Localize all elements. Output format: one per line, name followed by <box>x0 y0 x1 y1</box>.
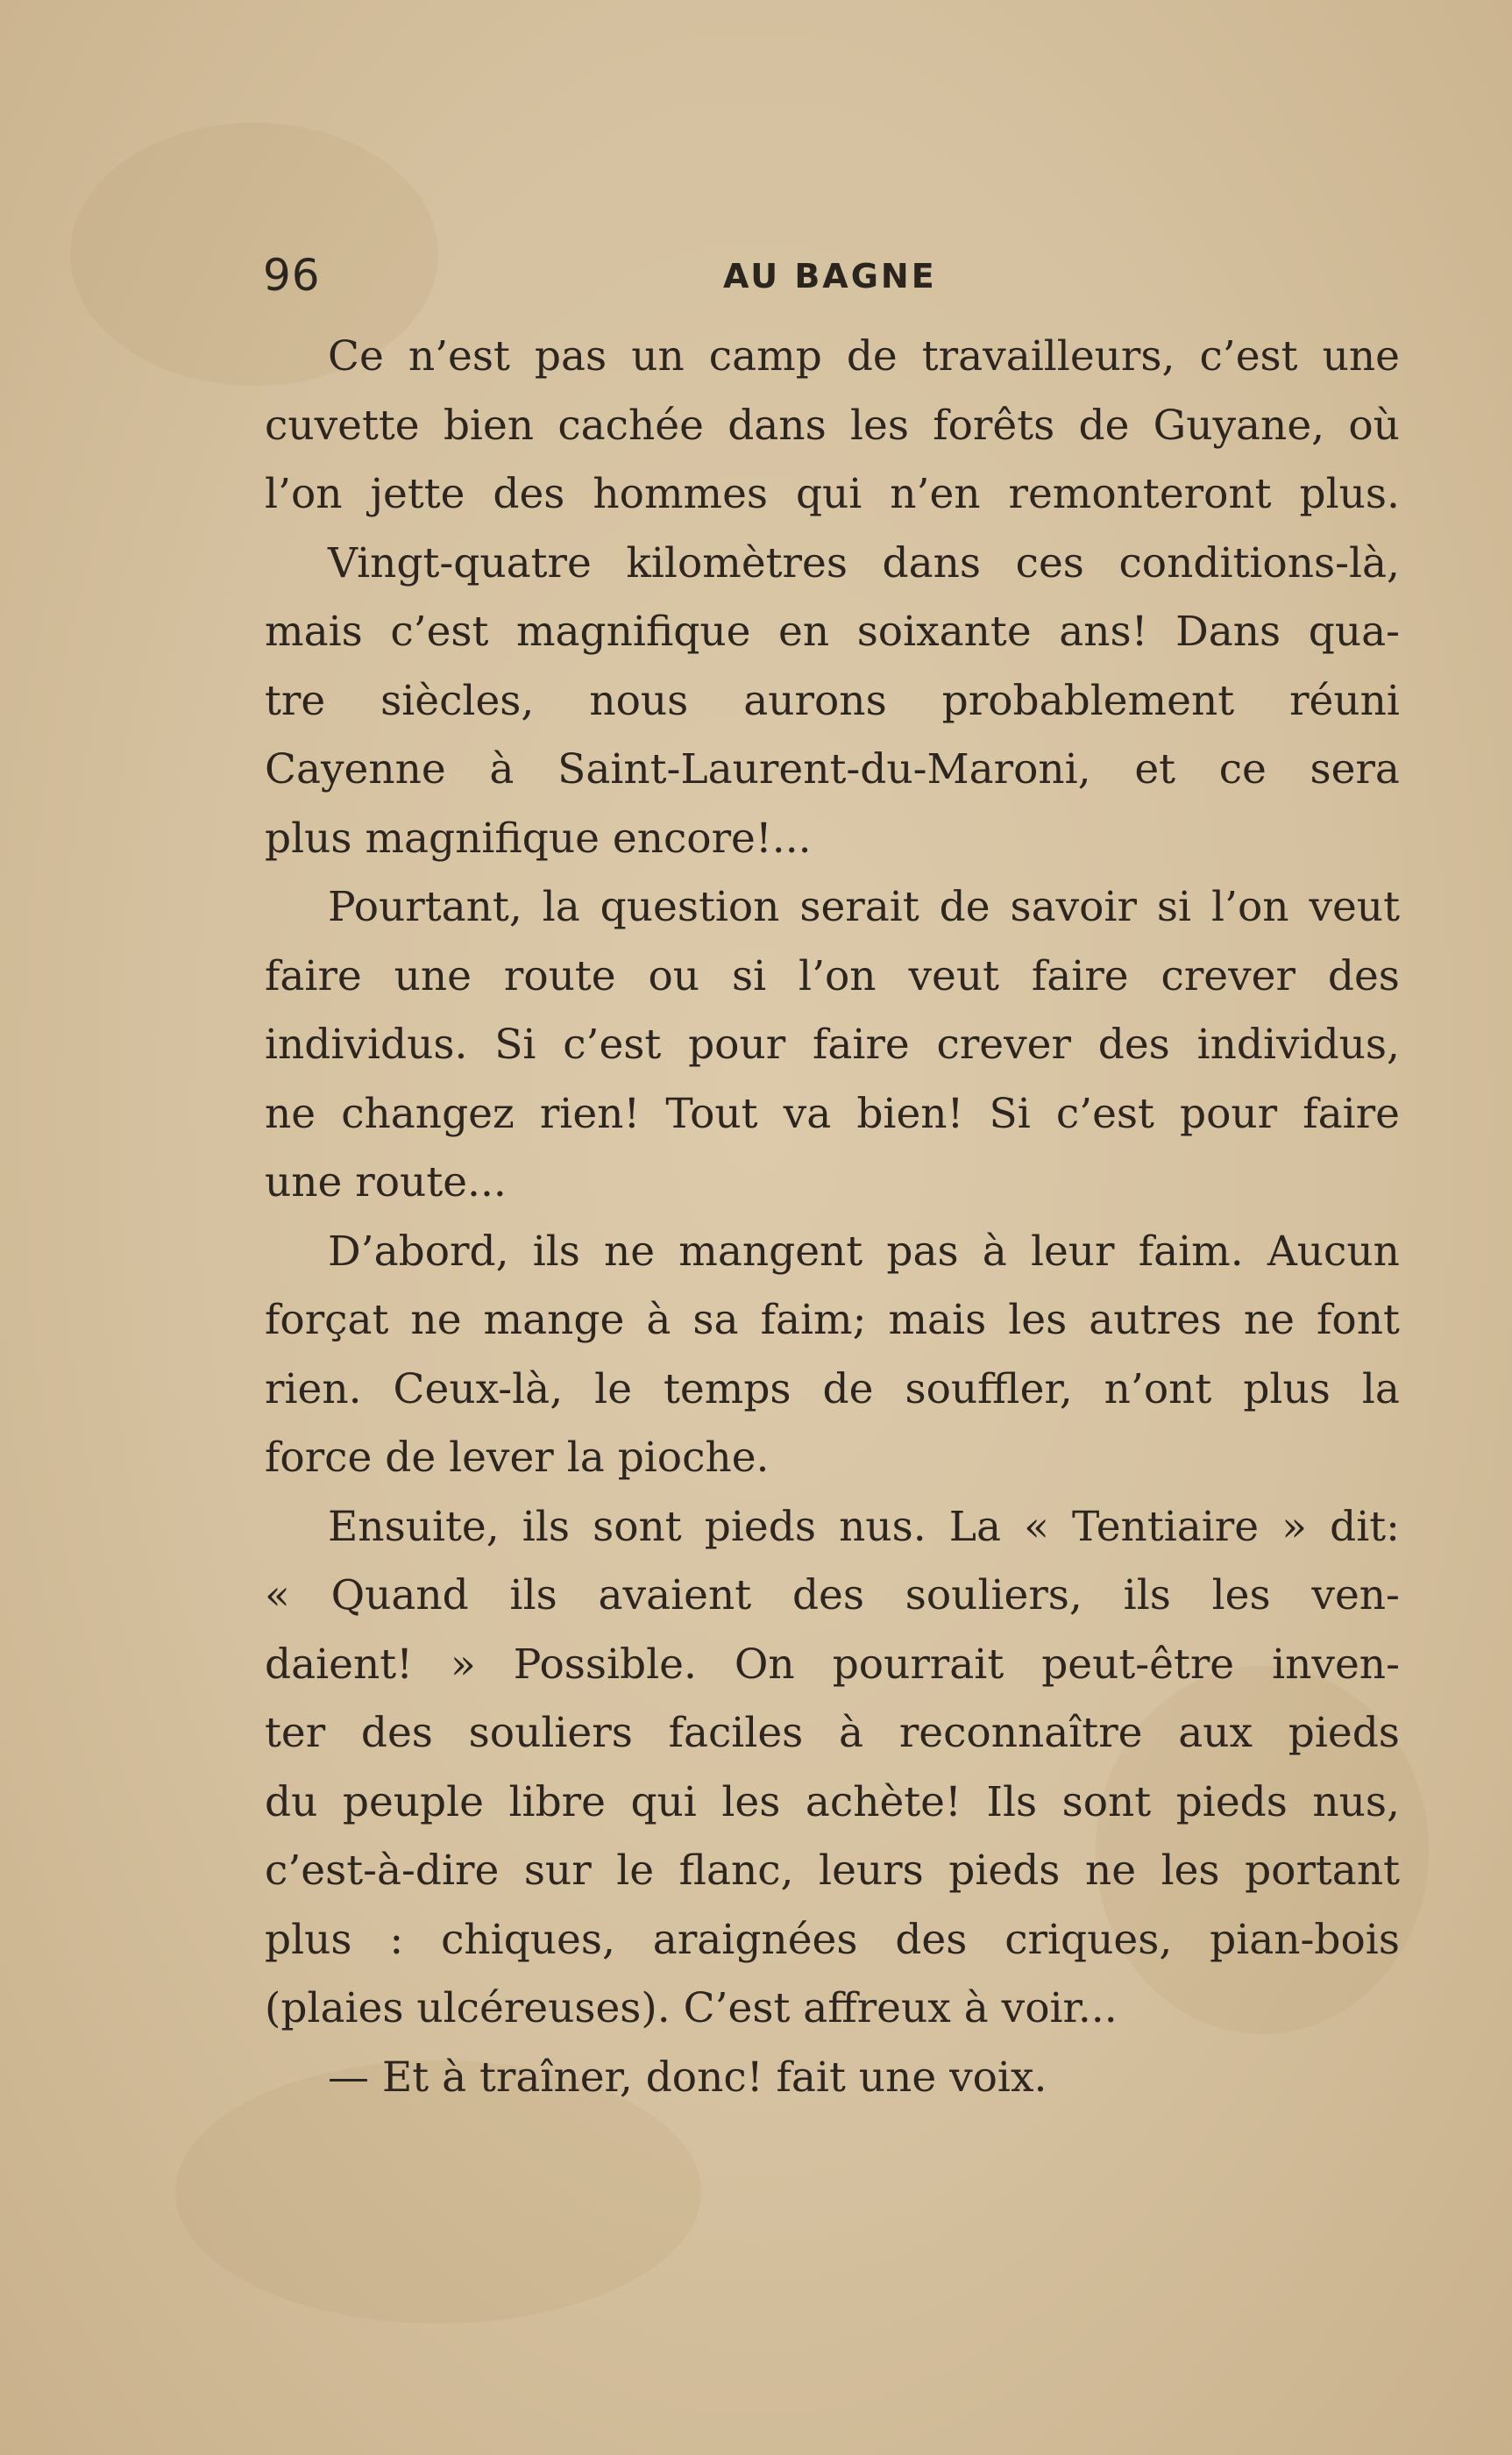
text-line <box>265 1493 1400 1562</box>
word: leur <box>1030 1227 1115 1276</box>
word: le <box>594 1364 633 1413</box>
word: mangent <box>678 1227 863 1276</box>
word: pieds <box>948 1847 1061 1895</box>
word: autres <box>1089 1296 1222 1344</box>
word: des <box>360 1709 433 1757</box>
text-line <box>265 1080 1400 1149</box>
word: ne <box>604 1227 656 1276</box>
word: n’en <box>890 470 981 518</box>
word: qui <box>795 470 862 518</box>
word: de <box>846 332 898 381</box>
text-line <box>265 1631 1400 1700</box>
running-title: AU BAGNE <box>723 257 937 295</box>
word: sa <box>692 1296 739 1344</box>
word: crever <box>936 1021 1071 1069</box>
word: savoir <box>1010 883 1137 931</box>
word: ans! <box>1059 608 1148 656</box>
word: serait <box>799 883 919 931</box>
word: jette <box>370 470 465 518</box>
text-line <box>265 1286 1400 1356</box>
text-line <box>265 667 1400 736</box>
word: des <box>493 470 565 518</box>
word: Ensuite, <box>328 1502 500 1551</box>
text-line: — Et à traîner, donc! fait une voix. <box>328 2053 1047 2102</box>
word: Dans <box>1175 608 1281 656</box>
word: Si <box>989 1089 1031 1138</box>
word: dans <box>728 401 827 450</box>
word: ne <box>1084 1847 1137 1895</box>
word: bien! <box>856 1089 964 1138</box>
word: une <box>1322 332 1400 381</box>
word: soixante <box>856 608 1032 656</box>
word: rien! <box>539 1089 641 1138</box>
text-line <box>265 1356 1400 1425</box>
word: reconnaître <box>898 1709 1143 1757</box>
word: » <box>1281 1502 1307 1551</box>
word: magnifique <box>515 608 751 656</box>
word: ils <box>1123 1571 1171 1619</box>
word: plus <box>1243 1364 1331 1413</box>
word: si <box>731 951 767 1000</box>
word: On <box>734 1640 795 1689</box>
word: individus. <box>265 1021 468 1069</box>
word: crever <box>1161 951 1295 1000</box>
word: c’est <box>1199 332 1298 381</box>
word: et <box>1134 745 1176 793</box>
word: Si <box>494 1021 536 1069</box>
text-line: force de lever la pioche. <box>265 1434 770 1482</box>
word: chiques, <box>441 1915 615 1964</box>
word: ne <box>265 1089 316 1138</box>
word: veut <box>908 951 999 1000</box>
word: Vingt-quatre <box>328 538 592 587</box>
word: peuple <box>342 1777 484 1826</box>
text-line <box>265 1562 1400 1631</box>
word: sont <box>1061 1777 1152 1826</box>
text-line <box>265 1011 1400 1080</box>
word: faire <box>1031 951 1129 1000</box>
word: Ceux-là, <box>393 1364 564 1413</box>
word: des <box>1097 1021 1170 1069</box>
word: avaient <box>598 1571 752 1619</box>
word: des <box>1327 951 1400 1000</box>
word: ter <box>265 1709 326 1757</box>
word: cuvette <box>265 401 420 450</box>
word: remonteront <box>1008 470 1272 518</box>
word: aux <box>1178 1709 1253 1757</box>
word: pieds <box>1288 1709 1400 1757</box>
word: c’est <box>563 1021 662 1069</box>
word: Aucun <box>1267 1227 1400 1276</box>
word: pour <box>1180 1089 1278 1138</box>
text-line <box>265 873 1400 943</box>
word: forêts <box>933 401 1055 450</box>
word: font <box>1317 1296 1400 1344</box>
word: pour <box>688 1021 786 1069</box>
word: » <box>450 1640 476 1689</box>
word: Pourtant, <box>328 883 522 931</box>
word: temps <box>664 1364 791 1413</box>
text-line <box>265 943 1400 1012</box>
word: à <box>839 1709 864 1757</box>
word: à <box>489 745 515 793</box>
word: conditions-là, <box>1118 538 1400 587</box>
word: pas <box>886 1227 959 1276</box>
word: les <box>1211 1571 1271 1619</box>
word: l’on <box>265 470 343 518</box>
text-line <box>265 1768 1400 1838</box>
word: Ce <box>328 332 384 381</box>
body-text <box>265 323 1400 2112</box>
word: les <box>849 401 909 450</box>
word: mange <box>483 1296 625 1344</box>
word: criques, <box>1004 1915 1173 1964</box>
word: du <box>265 1777 318 1826</box>
word: qui <box>630 1777 697 1826</box>
word: des <box>895 1915 968 1964</box>
word: c’est <box>1055 1089 1154 1138</box>
text-line <box>265 1218 1400 1287</box>
word: de <box>939 883 990 931</box>
word: un <box>631 332 685 381</box>
word: sera <box>1310 745 1400 793</box>
word: tre <box>265 676 326 725</box>
word: où <box>1348 401 1400 450</box>
word: souliers, <box>905 1571 1083 1619</box>
word: ils <box>532 1227 580 1276</box>
word: plus. <box>1299 470 1400 518</box>
word: l’on <box>1210 883 1289 931</box>
word: bien <box>443 401 535 450</box>
word: les <box>1161 1847 1220 1895</box>
word: les <box>1008 1296 1068 1344</box>
word: D’abord, <box>328 1227 509 1276</box>
word: qua- <box>1308 608 1400 656</box>
text-line: (plaies ulcéreuses). C’est affreux à voir... <box>265 1984 1118 2032</box>
text-line <box>265 1699 1400 1768</box>
word: mais <box>265 608 363 656</box>
word: ils <box>509 1571 557 1619</box>
word: souffler, <box>905 1364 1073 1413</box>
word: Possible. <box>513 1640 697 1689</box>
word: nous <box>589 676 689 725</box>
word: « <box>1024 1502 1049 1551</box>
word: nus, <box>1312 1777 1400 1826</box>
word: faire <box>265 951 362 1000</box>
word: ou <box>648 951 700 1000</box>
word: Guyane, <box>1153 401 1325 450</box>
word: ce <box>1218 745 1267 793</box>
page-number: 96 <box>263 250 321 301</box>
word: souliers <box>468 1709 633 1757</box>
word: Cayenne <box>265 745 446 793</box>
text-line <box>265 392 1400 461</box>
word: une <box>394 951 472 1000</box>
word: leurs <box>819 1847 924 1895</box>
word: travailleurs, <box>921 332 1175 381</box>
word: pieds <box>1175 1777 1288 1826</box>
text-line: une route... <box>265 1158 507 1206</box>
text-line <box>265 1906 1400 1975</box>
word: camp <box>708 332 822 381</box>
word: dans <box>882 538 982 587</box>
word: Ils <box>986 1777 1038 1826</box>
word: c’est-à-dire <box>265 1847 500 1895</box>
word: plus <box>265 1915 352 1964</box>
word: faire <box>813 1021 910 1069</box>
word: en <box>778 608 830 656</box>
word: nus. <box>839 1502 926 1551</box>
word: : <box>389 1915 404 1964</box>
word: l’on <box>799 951 877 1000</box>
word: sur <box>523 1847 592 1895</box>
word: changez <box>341 1089 515 1138</box>
word: faim. <box>1138 1227 1244 1276</box>
word: cachée <box>557 401 704 450</box>
word: n’est <box>408 332 510 381</box>
word: faciles <box>668 1709 804 1757</box>
word: ven- <box>1311 1571 1400 1619</box>
word: daient! <box>265 1640 413 1689</box>
word: à <box>646 1296 671 1344</box>
word: de <box>822 1364 874 1413</box>
word: à <box>982 1227 1007 1276</box>
word: question <box>600 883 780 931</box>
text-line <box>265 1837 1400 1906</box>
word: « <box>265 1571 290 1619</box>
text-line <box>265 323 1400 392</box>
word: pas <box>534 332 607 381</box>
word: ils <box>522 1502 570 1551</box>
word: pieds <box>704 1502 816 1551</box>
word: pian-bois <box>1210 1915 1400 1964</box>
word: hommes <box>593 470 769 518</box>
page-header <box>263 250 1402 311</box>
word: kilomètres <box>626 538 848 587</box>
word: rien. <box>265 1364 362 1413</box>
word: n’ont <box>1104 1364 1212 1413</box>
word: Saint-Laurent-du-Maroni, <box>557 745 1091 793</box>
word: libre <box>508 1777 606 1826</box>
word: La <box>948 1502 1002 1551</box>
word: faim; <box>760 1296 867 1344</box>
word: aurons <box>743 676 887 725</box>
word: ne <box>1243 1296 1295 1344</box>
word: dit: <box>1330 1502 1400 1551</box>
word: la <box>542 883 580 931</box>
word: Tout <box>665 1089 758 1138</box>
word: ces <box>1015 538 1084 587</box>
word: sont <box>593 1502 682 1551</box>
word: flanc, <box>678 1847 794 1895</box>
word: c’est <box>390 608 489 656</box>
word: si <box>1156 883 1192 931</box>
word: inven- <box>1272 1640 1400 1689</box>
word: probablement <box>941 676 1235 725</box>
word: portant <box>1245 1847 1400 1895</box>
word: pourrait <box>832 1640 1004 1689</box>
word: araignées <box>652 1915 858 1964</box>
word: Quand <box>330 1571 469 1619</box>
text-line: plus magnifique encore!... <box>265 814 812 863</box>
word: route <box>503 951 616 1000</box>
text-line <box>265 530 1400 599</box>
word: ne <box>410 1296 462 1344</box>
word: réuni <box>1289 676 1400 725</box>
word: des <box>791 1571 864 1619</box>
word: va <box>783 1089 832 1138</box>
word: Tentiaire <box>1072 1502 1260 1551</box>
word: peut-être <box>1041 1640 1235 1689</box>
word: la <box>1361 1364 1400 1413</box>
word: les <box>721 1777 781 1826</box>
text-line <box>265 460 1400 530</box>
word: siècles, <box>380 676 535 725</box>
word: le <box>616 1847 655 1895</box>
word: faire <box>1303 1089 1400 1138</box>
word: de <box>1078 401 1130 450</box>
text-line <box>265 736 1400 805</box>
word: achète! <box>805 1777 962 1826</box>
word: individus, <box>1196 1021 1400 1069</box>
word: forçat <box>265 1296 389 1344</box>
text-line <box>265 598 1400 667</box>
word: veut <box>1309 883 1400 931</box>
word: mais <box>888 1296 987 1344</box>
